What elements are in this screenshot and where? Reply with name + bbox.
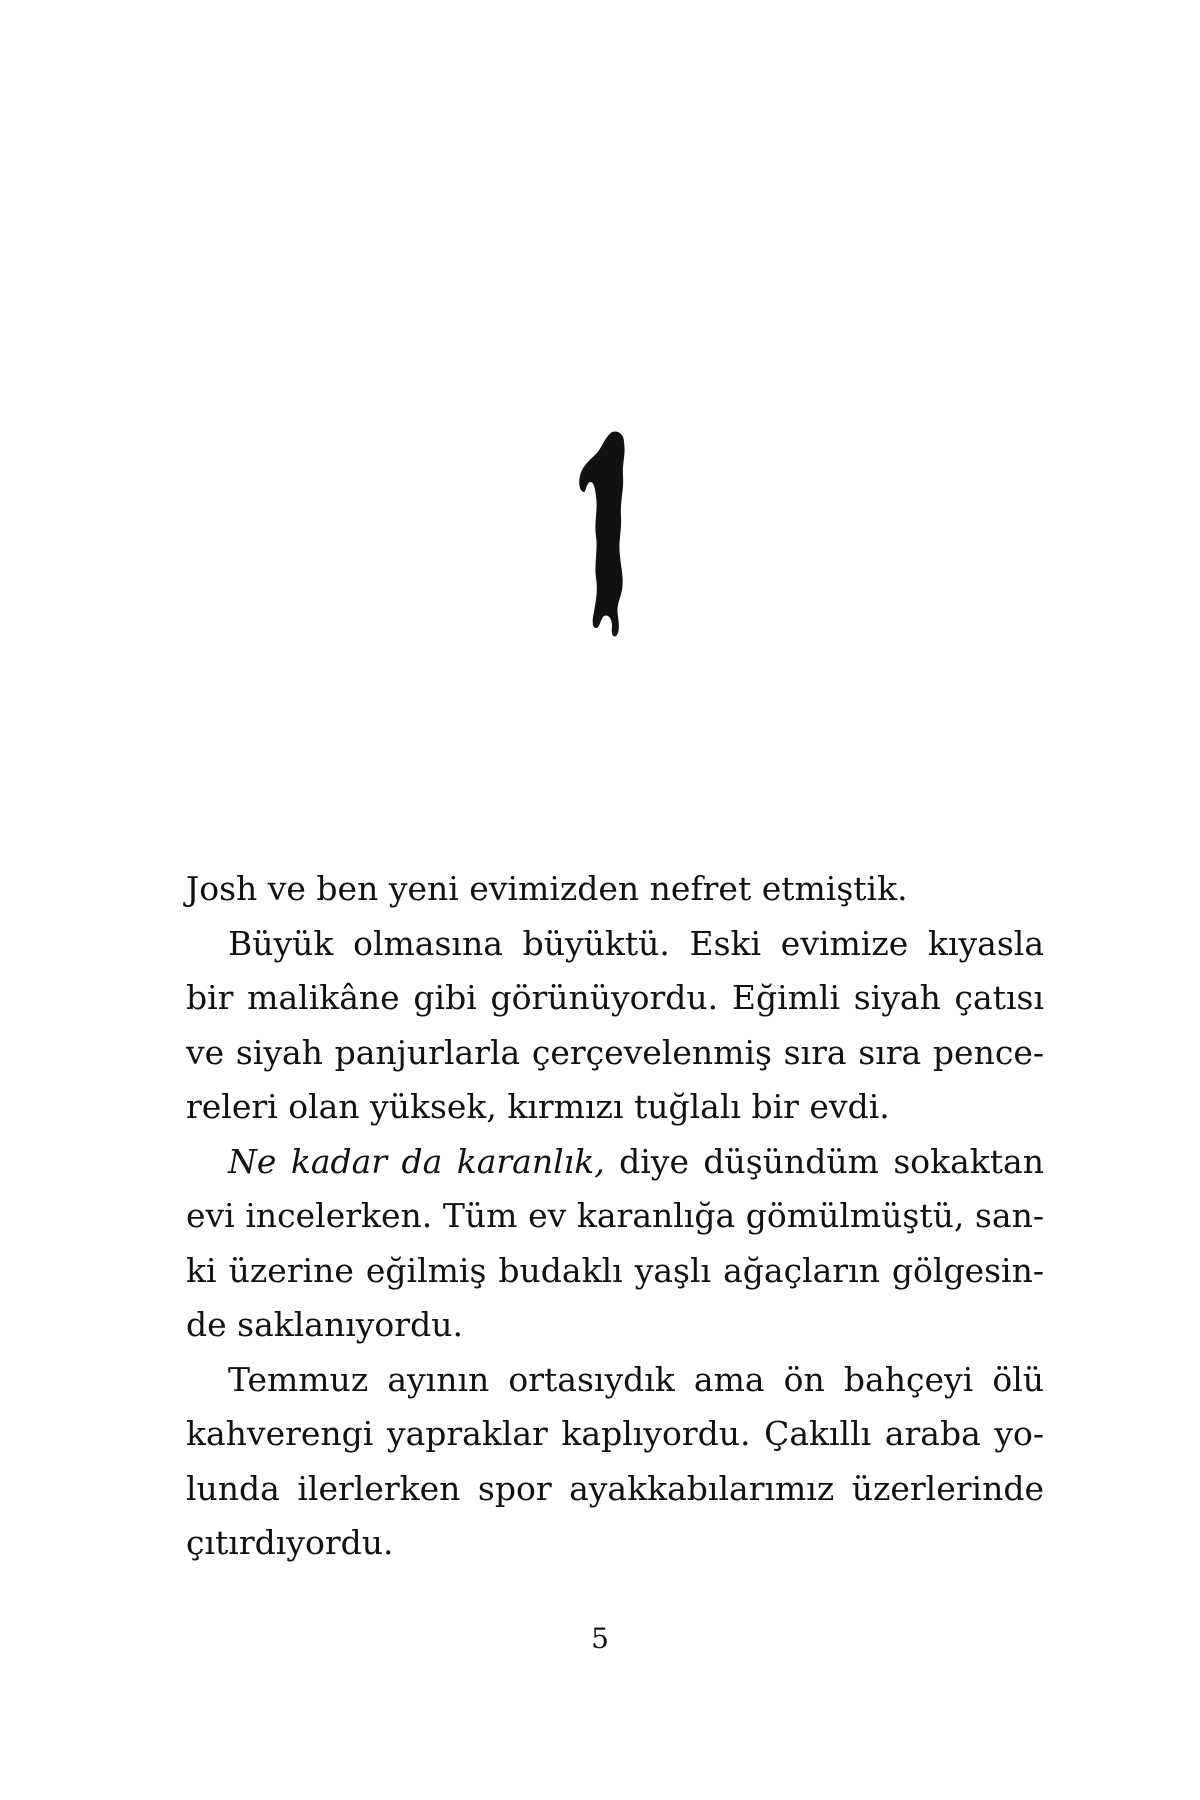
- text-line: de saklanıyordu.: [186, 1305, 463, 1344]
- text-line: çıtırdıyordu.: [186, 1523, 394, 1562]
- text-line: Temmuz ayının ortasıydık ama ön bahçeyi ölü: [228, 1359, 1044, 1399]
- paragraph-1: [186, 862, 1044, 917]
- text-line: ki üzerine eğilmiş budaklı yaşlı ağaçların gölgesin-: [186, 1250, 1044, 1290]
- paragraph-2: [186, 917, 1044, 1135]
- page-number: 5: [591, 1622, 609, 1655]
- text-line: evi incelerken. Tüm ev karanlığa gömülmüştü, san-: [186, 1196, 1044, 1235]
- body-text: [186, 862, 1044, 1571]
- text-span: diye düşündüm sokaktan: [604, 1141, 1044, 1181]
- text-line: [186, 1135, 1044, 1190]
- text-line: ve siyah panjurlarla çerçevelenmiş sıra sıra pence-: [186, 1032, 1044, 1072]
- text-line: bir malikâne gibi görünüyordu. Eğimli siyah çatısı: [186, 978, 1044, 1017]
- text-line: releri olan yüksek, kırmızı tuğlalı bir evdi.: [186, 1087, 890, 1126]
- text-line: kahverengi yapraklar kaplıyordu. Çakıllı araba yo-: [186, 1414, 1044, 1453]
- text-line: Josh ve ben yeni evimizden nefret etmiştik.: [186, 869, 908, 908]
- paragraph-4: [186, 1353, 1044, 1571]
- italic-thought: Ne kadar da karanlık,: [228, 1141, 605, 1181]
- paragraph-3: [186, 1135, 1044, 1353]
- dripping-numeral-one-icon: [576, 430, 636, 640]
- chapter-number-graphic: [576, 430, 636, 640]
- text-line: Büyük olmasına büyüktü. Eski evimize kıyasla: [228, 923, 1044, 963]
- text-line: lunda ilerlerken spor ayakkabılarımız üzerlerinde: [186, 1468, 1044, 1508]
